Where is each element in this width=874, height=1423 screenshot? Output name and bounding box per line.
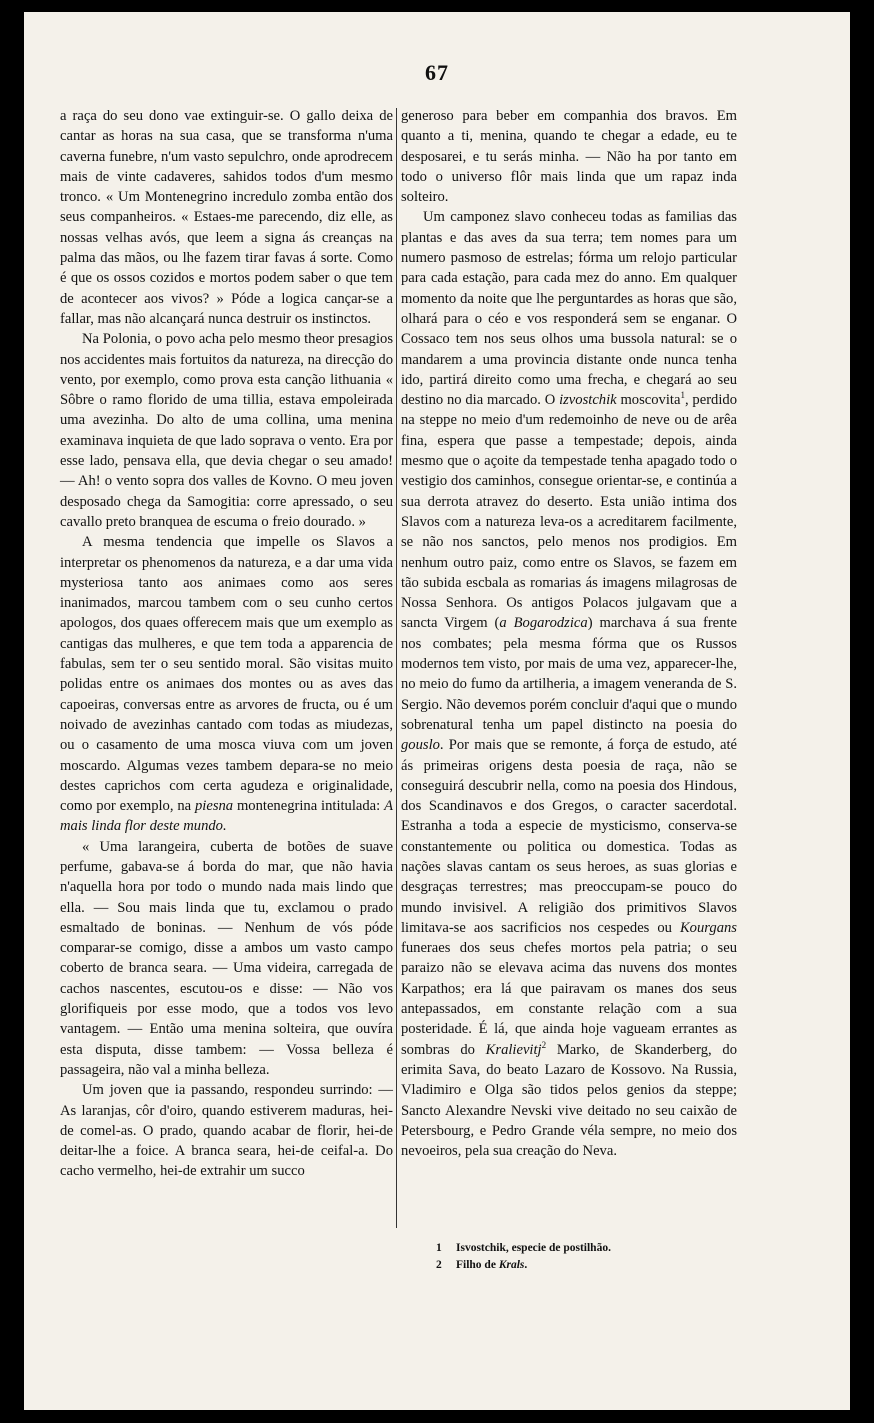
text-run: « Uma larangeira, cuberta de botões de suave perfume, gabava-se á borda do mar, que não havia n'aquella hora por todo o mundo nada mais lindo que ella. — Sou mais linda que tu, exclamou o prado esmaltado de boninas. — Nenhum de vós póde comparar-se comigo, disse a ambos um vasto campo coberto de branca seara. — Uma videira, carregada de cachos nascentes, escutou-os e disse: — Não vos glorifiqueis por esse modo, que a todos vos levo vantagem. — Então uma menina solteira, que ouvíra esta disputa, disse tambem: — Vossa belleza é passageira, não val a minha belleza. [60, 838, 393, 1078]
text-run: Um joven que ia passando, respondeu surrindo: — As laranjas, côr d'oiro, quando estiverem maduras, hei-de comel-as. O prado, quando acabar de florir, hei-de deitar-lhe a foice. A branca seara, hei-de ceifal-a. Do cacho vermelho, hei-de extrahir um succo [60, 1082, 393, 1180]
italic-text: A mais linda flor deste mundo. [60, 798, 393, 835]
text-run: moscovita [616, 392, 681, 409]
book-page [24, 12, 850, 1410]
text-run: Um camponez slavo conheceu todas as familias das plantas e das aves da sua terra; tem nomes para um numero pasmoso de estrelas; fórma um relojo particular para cada estação, para cada mez do anno. Em qualquer momento da noite que lhe perguntardes as horas que são, olhará para o céo e vos responderá sem se enganar. O Cossaco tem nos seus olhos uma bussola natural: se o mandarem a uma provincia distante onde nunca tenha ido, partirá direito como uma frecha, e chegará ao seu destino no dia marcado. O [401, 209, 737, 409]
text-run: Filho de [456, 1259, 499, 1271]
footnote-ref: 2 [541, 1039, 547, 1050]
italic-text: Kourgans [679, 919, 737, 936]
paragraph [60, 1080, 393, 1181]
text-run: montenegrina intitulada: [233, 798, 385, 815]
text-run: Isvostchik, especie de postilhão. [456, 1242, 611, 1254]
text-run: ) marchava á sua frente nos combates; pela mesma fórma que os Russos modernos tem visto, por mais de uma vez, apparecer-lhe, no meio do fumo da artilheria, a imagem veneranda de S. Sergio. Não devemos porém concluir d'aqui que o mundo sobrenatural tenha um papel distincto na poesia do [401, 615, 737, 733]
italic-text: izvostchik [559, 392, 617, 409]
paragraph [60, 106, 393, 329]
italic-text: piesna [194, 798, 234, 815]
paragraph [60, 837, 393, 1081]
left-column [60, 106, 393, 1182]
paragraph [60, 532, 393, 836]
italic-text: gouslo [401, 737, 440, 754]
italic-text: Krals [498, 1259, 525, 1271]
right-column [401, 106, 737, 1161]
text-run: , perdido na steppe no meio d'um redemoinho de neve ou de arêa fina, espera que passe a tempestade; depois, ainda mesmo que o açoite da tempestade tenha apagado todo o vestigio dos caminhos, consegue orientar-se, e continúa a sua derrota atravez do deserto. Esta união intima dos Slavos com a natureza leva-os a acreditarem facilmente, se não nos sanctos, pelo menos nos prodigios. Em nenhum outro paiz, como entre os Slavos, se fazem em tão subida escbala as romarias ás imagens milagrosas de Nossa Senhora. Os antigos Polacos julgavam que a sancta Virgem ( [401, 392, 737, 632]
footnote [436, 1240, 736, 1257]
footnote-ref: 1 [680, 390, 685, 401]
page-number: 67 [425, 60, 449, 85]
column-divider [396, 108, 397, 1228]
footnote-mark: 1 [436, 1242, 442, 1254]
paragraph [401, 207, 737, 1161]
text-run: . Por mais que se remonte, á força de estudo, até ás primeiras origens desta poesia de raça, não se conseguirá descubrir nella, como na poesia dos Hindous, dos Scandinavos e dos Gregos, o caracter sacerdotal. Estranha a toda a especie de mysticismo, conserva-se constantemente ou politica ou domestica. Todas as nações slavas cantam os seus heroes, as suas glorias e desgraças terrestres; mas preoccupam-se pouco do mundo invisivel. A religião dos primitivos Slavos limitava-se aos sacrificios nos cespedes ou [401, 737, 737, 936]
text-run: Na Polonia, o povo acha pelo mesmo theor presagios nos accidentes mais fortuitos da natureza, na direcção do vento, por exemplo, como prova esta canção lithuania « Sôbre o ramo florido de uma tillia, estava empoleirada uma avezinha. Do alto de uma collina, uma menina examinava inquieta de que lado soprava o vento. Era por esse lado, pensava ella, que devia chegar o seu amado! — Ah! o vento sopra dos valles de Kovno. O meu joven desposado chega da Samogitia: corre apressado, o seu cavallo preto branquea de escuma o freio dourado. » [60, 331, 393, 530]
italic-text: Kralievitj [485, 1041, 542, 1058]
text-run: a raça do seu dono vae extinguir-se. O gallo deixa de cantar as horas na sua casa, que se transforma n'uma caverna funebre, n'um vasto sepulchro, onde aprodrecem mais de vinte cadaveres, sahidos todos d'um mesmo tronco. « Um Montenegrino incredulo zomba então dos seus companheiros. « Estaes-me parecendo, diz elle, as nossas velhas avós, que leem a signa ás creanças na palma das mãos, ou lhe fazem tirar favas á sorte. Como é que os ossos cozidos e mortos podem saber o que tem de acontecer aos vivos? » Póde a logica cançar-se a fallar, mas não alcançará nunca destruir os instinctos. [60, 108, 393, 327]
paragraph [401, 106, 737, 207]
text-run: Marko, de Skanderberg, do erimita Sava, do beato Lazaro de Kossovo. Na Russia, Vladimiro e Olga são tidos pelos genios da steppe; Sancto Alexandre Nevski vive deitado no seu caixão de Petersbourg, e Pedro Grande véla sempre, no meio dos nevoeiros, pela sua creação do Neva. [401, 1041, 737, 1160]
italic-text: a Bogarodzica [499, 615, 588, 632]
footnote-mark: 2 [436, 1259, 442, 1271]
paragraph [60, 329, 393, 532]
text-run: A mesma tendencia que impelle os Slavos a interpretar os phenomenos da natureza, e a dar uma vida mysteriosa tanto aos animaes como aos seres inanimados, marcou tambem com o seu cunho certos apologos, dos quaes offerecem mais que um exemplo as cantigas das mulheres, e que tem toda a apparencia de fabulas, sem ter o seu sentido moral. São visitas muito polidas entre os animaes dos montes ou as aves das capoeiras, conversas entre as arvores de fructa, ou é um noivado de avezinhas cantado com todas as miudezas, ou o casamento de uma mosca viuva com um joven moscardo. Algumas vezes tambem depara-se no meio destes caprichos com certa agudeza e originalidade, como por exemplo, na [60, 534, 393, 815]
text-run: funeraes dos seus chefes mortos pela patria; o seu paraizo não se elevava acima das nuvens dos montes Karpathos; era lá que pairavam os manes dos seus antepassados, em constante relação com a sua posteridade. É lá, que ainda hoje vagueam errantes as sombras do [401, 940, 737, 1058]
text-run: generoso para beber em companhia dos bravos. Em quanto a ti, menina, quando te chegar a edade, eu te desposarei, e tu serás minha. — Não ha por tanto em todo o universo flôr mais linda que um rapaz inda solteiro. [401, 108, 737, 206]
footnotes [436, 1240, 736, 1274]
text-run: . [524, 1259, 528, 1271]
footnote [436, 1257, 736, 1274]
